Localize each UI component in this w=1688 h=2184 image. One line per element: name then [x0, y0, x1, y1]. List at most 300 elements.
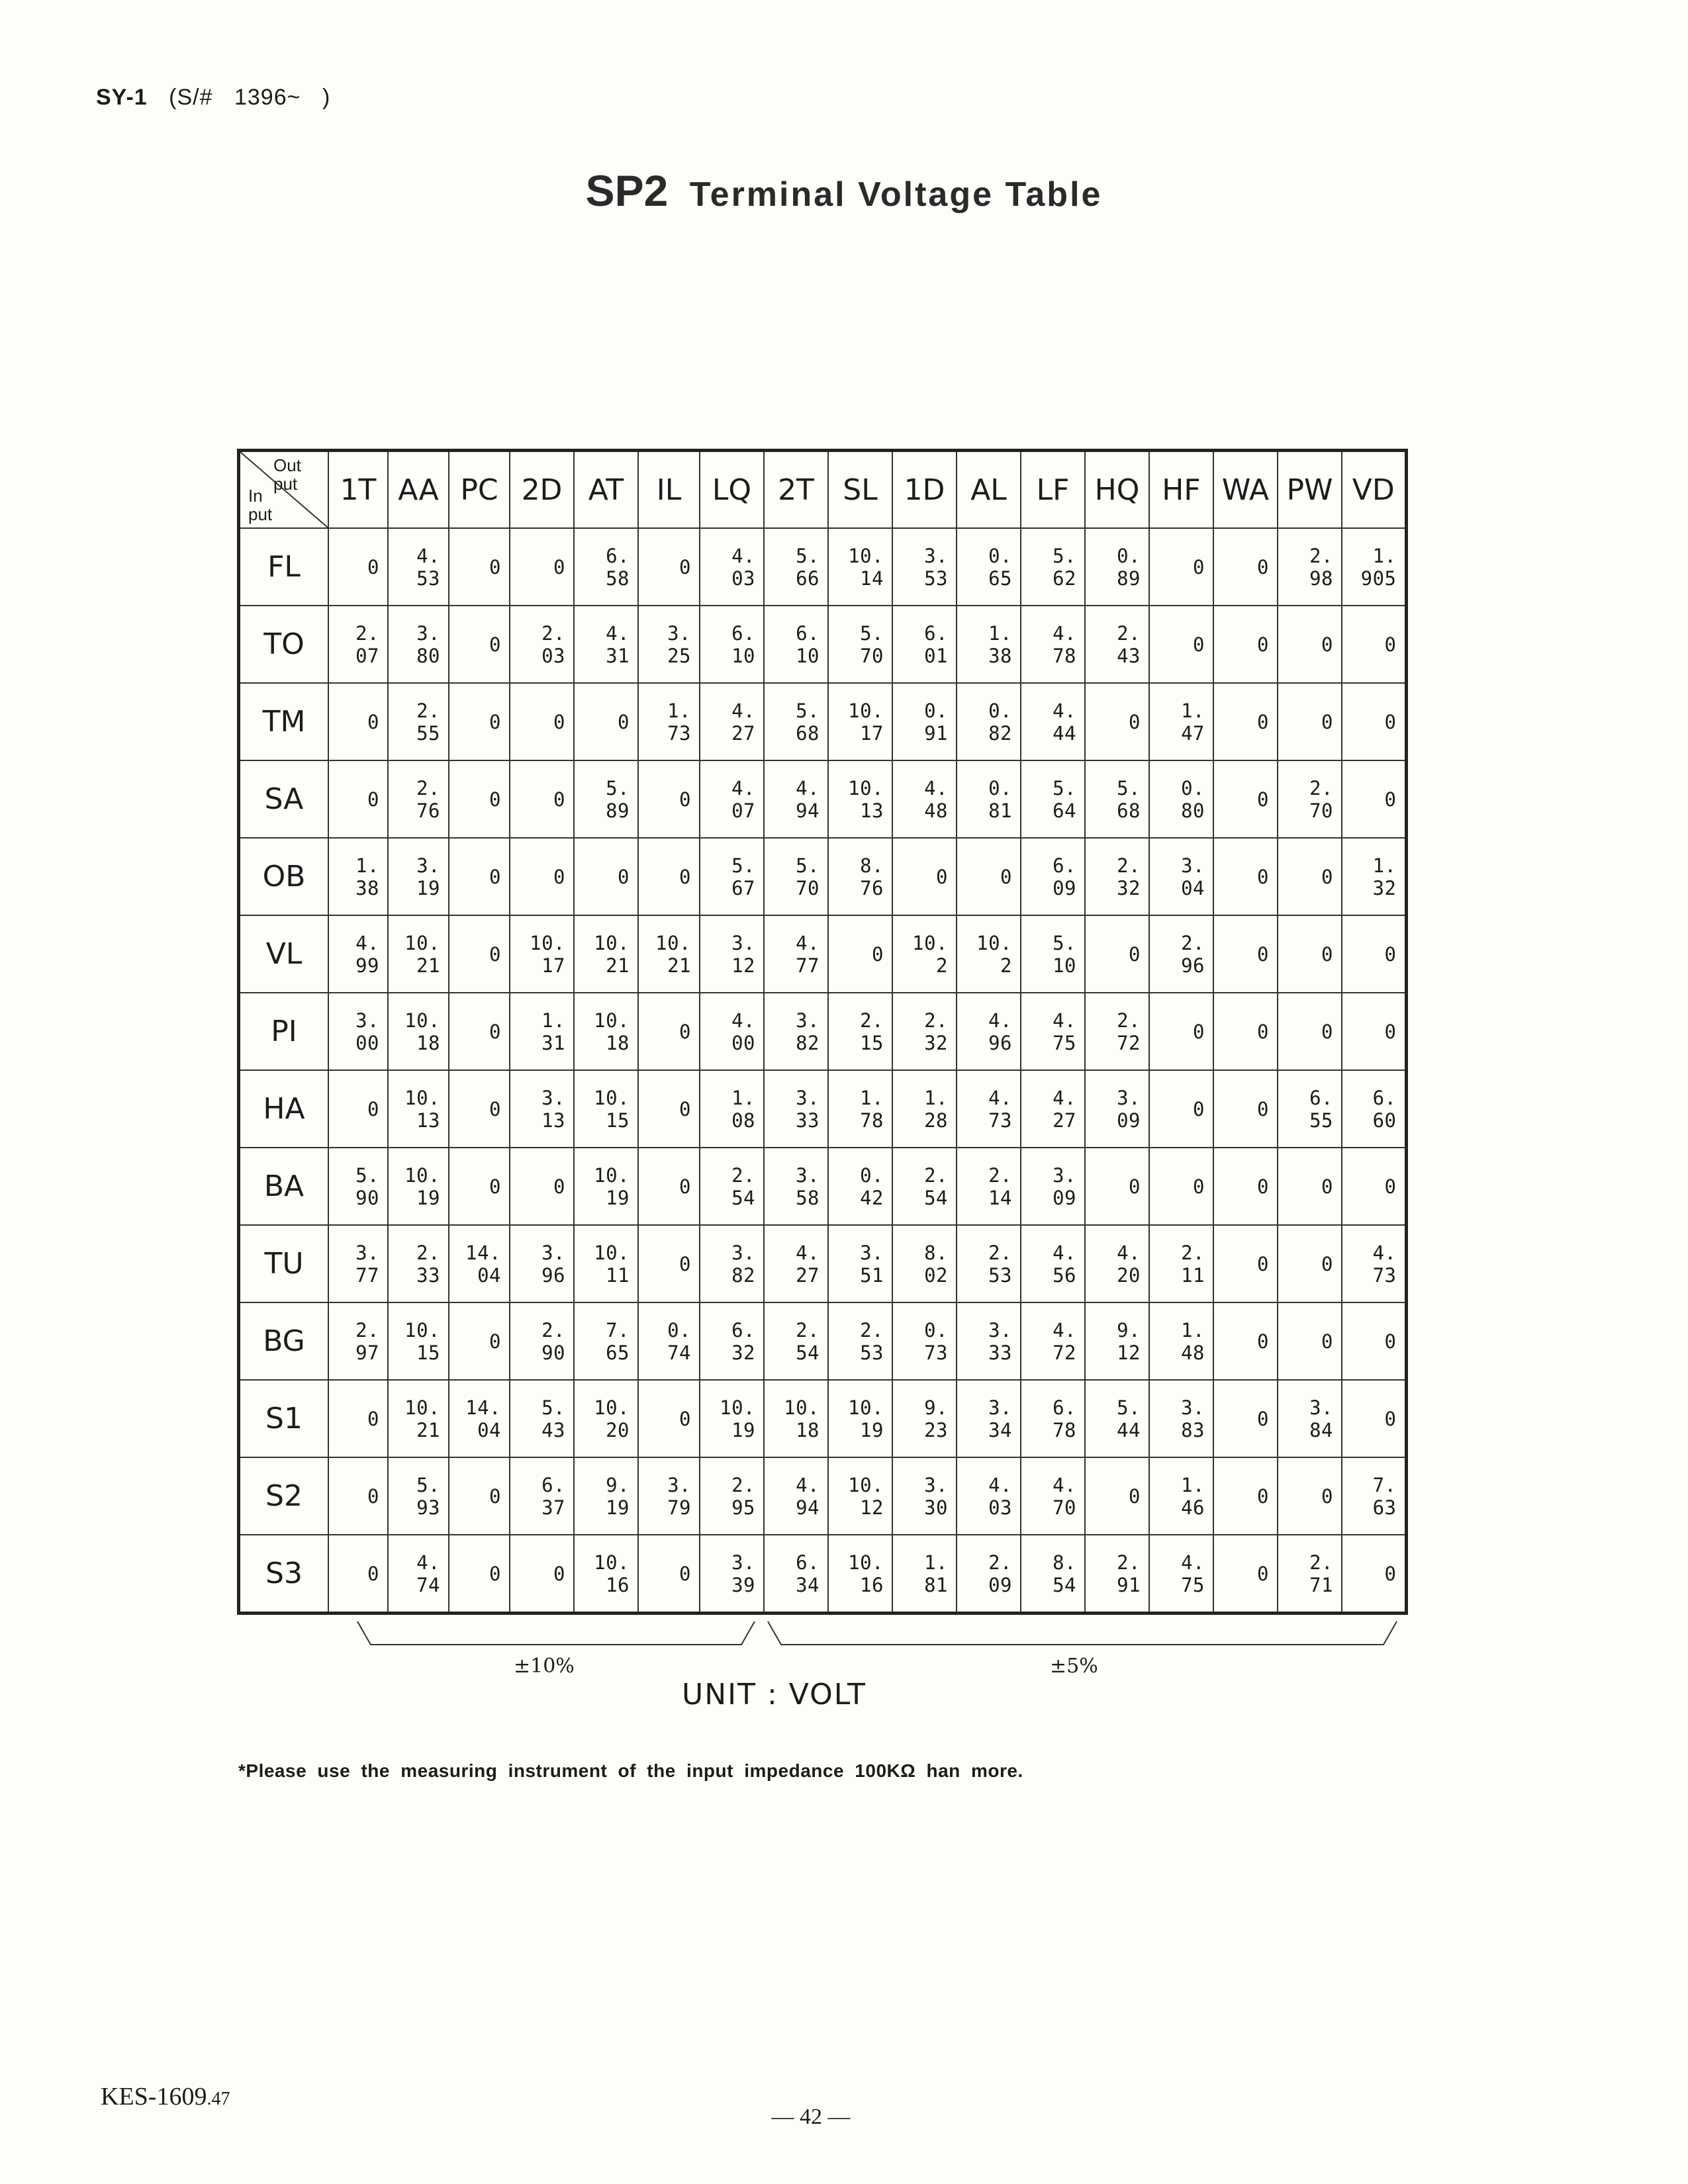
table-cell: 0. 91: [892, 683, 957, 760]
table-cell: 0: [638, 528, 700, 606]
voltage-table: [237, 449, 1408, 1615]
serial-value: 1396~: [234, 85, 301, 110]
table-cell: 0: [449, 1457, 510, 1535]
table-cell: 0: [1278, 838, 1342, 915]
table-cell: 0: [328, 528, 388, 606]
table-cell: 1. 73: [638, 683, 700, 760]
table-cell: 3. 39: [700, 1535, 764, 1614]
table-cell: 1. 48: [1149, 1302, 1213, 1380]
table-cell: 0: [638, 838, 700, 915]
table-cell: 5. 68: [1085, 760, 1149, 838]
table-cell: 2. 32: [892, 993, 957, 1070]
table-cell: 4. 70: [1021, 1457, 1085, 1535]
table-row: [239, 915, 1407, 993]
table-cell: 6. 60: [1342, 1070, 1406, 1148]
table-cell: 3. 84: [1278, 1380, 1342, 1457]
table-cell: 1. 38: [328, 838, 388, 915]
table-cell: 4. 07: [700, 760, 764, 838]
table-cell: 10. 14: [828, 528, 892, 606]
table-cell: 0: [1213, 838, 1278, 915]
table-cell: 10. 19: [828, 1380, 892, 1457]
footer-code-main: KES-1609: [101, 2083, 207, 2111]
row-header: S3: [239, 1535, 329, 1614]
table-cell: 0: [1213, 760, 1278, 838]
table-cell: 1. 46: [1149, 1457, 1213, 1535]
table-cell: 0: [638, 1148, 700, 1225]
table-cell: 3. 34: [957, 1380, 1021, 1457]
table-row: [239, 528, 1407, 606]
table-cell: 0: [638, 1070, 700, 1148]
table-cell: 0: [1149, 1070, 1213, 1148]
table-cell: 0: [638, 1225, 700, 1302]
table-cell: 1. 38: [957, 606, 1021, 683]
table-cell: 0: [638, 993, 700, 1070]
table-cell: 10. 16: [828, 1535, 892, 1614]
table-cell: 10. 16: [574, 1535, 638, 1614]
table-cell: 0: [510, 1535, 574, 1614]
table-cell: 0. 74: [638, 1302, 700, 1380]
table-cell: 8. 76: [828, 838, 892, 915]
table-cell: 5. 93: [388, 1457, 449, 1535]
table-cell: 10. 13: [828, 760, 892, 838]
table-cell: 10. 18: [574, 993, 638, 1070]
table-cell: 0: [1342, 915, 1406, 993]
table-cell: 0: [1278, 1457, 1342, 1535]
table-cell: 7. 65: [574, 1302, 638, 1380]
table-cell: 10. 2: [957, 915, 1021, 993]
table-cell: 4. 27: [700, 683, 764, 760]
row-header: S2: [239, 1457, 329, 1535]
table-cell: 2. 72: [1085, 993, 1149, 1070]
table-cell: 3. 33: [957, 1302, 1021, 1380]
table-cell: 0: [1278, 993, 1342, 1070]
table-cell: 6. 10: [764, 606, 828, 683]
table-cell: 4. 75: [1149, 1535, 1213, 1614]
table-row: [239, 683, 1407, 760]
table-cell: 10. 15: [388, 1302, 449, 1380]
table-cell: 9. 19: [574, 1457, 638, 1535]
table-cell: 0: [449, 606, 510, 683]
table-cell: 10. 19: [700, 1380, 764, 1457]
table-cell: 4. 48: [892, 760, 957, 838]
table-cell: 0: [638, 1535, 700, 1614]
column-header: IL: [638, 451, 700, 529]
table-cell: 5. 44: [1085, 1380, 1149, 1457]
footer-code-suffix: .47: [207, 2089, 230, 2109]
table-cell: 3. 53: [892, 528, 957, 606]
title-prefix: SP2: [585, 166, 669, 215]
table-cell: 0: [1213, 683, 1278, 760]
table-cell: 3. 80: [388, 606, 449, 683]
table-cell: 2. 98: [1278, 528, 1342, 606]
table-cell: 0: [1278, 1302, 1342, 1380]
table-body: [239, 528, 1407, 1614]
table-cell: 0: [1342, 1380, 1406, 1457]
table-cell: 10. 13: [388, 1070, 449, 1148]
table-cell: 0: [328, 1380, 388, 1457]
column-header: HQ: [1085, 451, 1149, 529]
table-cell: 0: [1278, 915, 1342, 993]
table-cell: 0: [1278, 606, 1342, 683]
column-header: AA: [388, 451, 449, 529]
table-cell: 5. 67: [700, 838, 764, 915]
column-header: SL: [828, 451, 892, 529]
table-cell: 14. 04: [449, 1380, 510, 1457]
table-cell: 9. 12: [1085, 1302, 1149, 1380]
table-cell: 4. 56: [1021, 1225, 1085, 1302]
table-row: [239, 1535, 1407, 1614]
table-cell: 2. 71: [1278, 1535, 1342, 1614]
table-cell: 1. 32: [1342, 838, 1406, 915]
table-cell: 0: [1342, 1148, 1406, 1225]
table-cell: 0: [449, 760, 510, 838]
table-cell: 0: [1213, 1380, 1278, 1457]
table-cell: 0: [1213, 528, 1278, 606]
table-cell: 5. 43: [510, 1380, 574, 1457]
unit-label: UNIT : VOLT: [682, 1678, 867, 1711]
table-cell: 4. 94: [764, 760, 828, 838]
table-cell: 1. 08: [700, 1070, 764, 1148]
table-cell: 4. 96: [957, 993, 1021, 1070]
table-cell: 2. 90: [510, 1302, 574, 1380]
table-row: [239, 1070, 1407, 1148]
table-cell: 10. 15: [574, 1070, 638, 1148]
table-cell: 0: [1342, 606, 1406, 683]
table-cell: 0: [449, 1070, 510, 1148]
table-cell: 0: [1213, 1148, 1278, 1225]
table-cell: 0: [449, 993, 510, 1070]
table-cell: 2. 43: [1085, 606, 1149, 683]
table-cell: 10. 21: [638, 915, 700, 993]
table-cell: 2. 53: [957, 1225, 1021, 1302]
table-cell: 0: [510, 528, 574, 606]
table-cell: 3. 12: [700, 915, 764, 993]
table-cell: 3. 09: [1085, 1070, 1149, 1148]
table-cell: 0: [1342, 993, 1406, 1070]
table-cell: 0: [510, 1148, 574, 1225]
table-cell: 0: [1213, 1535, 1278, 1614]
row-header: FL: [239, 528, 329, 606]
table-cell: 10. 20: [574, 1380, 638, 1457]
table-cell: 3. 09: [1021, 1148, 1085, 1225]
table-cell: 0: [1278, 1225, 1342, 1302]
table-cell: 0: [328, 683, 388, 760]
table-cell: 0: [1278, 683, 1342, 760]
table-row: [239, 1225, 1407, 1302]
table-cell: 3. 30: [892, 1457, 957, 1535]
table-cell: 2. 91: [1085, 1535, 1149, 1614]
table-cell: 2. 07: [328, 606, 388, 683]
column-header: LF: [1021, 451, 1085, 529]
table-cell: 0: [1213, 915, 1278, 993]
table-cell: 2. 76: [388, 760, 449, 838]
table-cell: 10. 19: [388, 1148, 449, 1225]
table-cell: 0: [574, 683, 638, 760]
table-cell: 0: [1085, 683, 1149, 760]
row-header: BA: [239, 1148, 329, 1225]
table-cell: 4. 99: [328, 915, 388, 993]
table-cell: 0: [828, 915, 892, 993]
table-cell: 3. 82: [764, 993, 828, 1070]
table-cell: 10. 17: [828, 683, 892, 760]
table-cell: 0. 81: [957, 760, 1021, 838]
table-cell: 1. 28: [892, 1070, 957, 1148]
table-cell: 1. 31: [510, 993, 574, 1070]
table-cell: 2. 15: [828, 993, 892, 1070]
table-cell: 0: [1342, 760, 1406, 838]
table-cell: 6. 32: [700, 1302, 764, 1380]
column-header: 1D: [892, 451, 957, 529]
table-row: [239, 838, 1407, 915]
column-header: PC: [449, 451, 510, 529]
table-cell: 1. 905: [1342, 528, 1406, 606]
table-cell: 10. 17: [510, 915, 574, 993]
table-cell: 1. 47: [1149, 683, 1213, 760]
table-cell: 0: [449, 1302, 510, 1380]
table-cell: 8. 02: [892, 1225, 957, 1302]
table-cell: 9. 23: [892, 1380, 957, 1457]
table-cell: 2. 54: [700, 1148, 764, 1225]
table-cell: 2. 55: [388, 683, 449, 760]
row-header: OB: [239, 838, 329, 915]
table-cell: 0: [1342, 1302, 1406, 1380]
table-cell: 0: [892, 838, 957, 915]
table-cell: 6. 10: [700, 606, 764, 683]
table-cell: 2. 54: [764, 1302, 828, 1380]
table-cell: 0: [1213, 1302, 1278, 1380]
table-cell: 10. 18: [388, 993, 449, 1070]
page-number: — 42 —: [771, 2105, 851, 2129]
table-cell: 4. 27: [1021, 1070, 1085, 1148]
table-cell: 5. 66: [764, 528, 828, 606]
table-row: [239, 1302, 1407, 1380]
table-cell: 0. 42: [828, 1148, 892, 1225]
row-header: PI: [239, 993, 329, 1070]
table-cell: 5. 70: [764, 838, 828, 915]
tolerance-left-label: ±10%: [510, 1655, 579, 1678]
table-cell: 4. 72: [1021, 1302, 1085, 1380]
row-header: VL: [239, 915, 329, 993]
table-cell: 3. 33: [764, 1070, 828, 1148]
table-cell: 2. 96: [1149, 915, 1213, 993]
row-header: TO: [239, 606, 329, 683]
table-cell: 10. 21: [574, 915, 638, 993]
corner-output-label: Out put: [273, 455, 301, 494]
table-cell: 10. 12: [828, 1457, 892, 1535]
table-cell: 5. 64: [1021, 760, 1085, 838]
table-cell: 4. 53: [388, 528, 449, 606]
table-cell: 0: [574, 838, 638, 915]
table-cell: 10. 18: [764, 1380, 828, 1457]
table-cell: 0: [328, 1457, 388, 1535]
table-cell: 3. 58: [764, 1148, 828, 1225]
column-header: 2D: [510, 451, 574, 529]
table-cell: 0: [957, 838, 1021, 915]
table-cell: 6. 09: [1021, 838, 1085, 915]
table-cell: 0: [1085, 1148, 1149, 1225]
table-cell: 10. 2: [892, 915, 957, 993]
table-cell: 3. 79: [638, 1457, 700, 1535]
table-cell: 4. 78: [1021, 606, 1085, 683]
model-code: SY-1: [96, 85, 148, 110]
serial-label: (S/#: [169, 85, 213, 110]
table-row: [239, 606, 1407, 683]
table-cell: 0. 82: [957, 683, 1021, 760]
table-cell: 0: [1342, 683, 1406, 760]
table-cell: 3. 19: [388, 838, 449, 915]
column-header-row: [239, 451, 1407, 529]
table-cell: 6. 34: [764, 1535, 828, 1614]
table-cell: 2. 14: [957, 1148, 1021, 1225]
table-cell: 0: [449, 838, 510, 915]
table-cell: 7. 63: [1342, 1457, 1406, 1535]
table-cell: 2. 97: [328, 1302, 388, 1380]
table-cell: 0: [1213, 993, 1278, 1070]
table-cell: 4. 74: [388, 1535, 449, 1614]
tolerance-right-label: ±5%: [1046, 1655, 1102, 1678]
table-cell: 0: [449, 1148, 510, 1225]
table-row: [239, 1148, 1407, 1225]
table-cell: 6. 37: [510, 1457, 574, 1535]
table-row: [239, 760, 1407, 838]
table-cell: 3. 96: [510, 1225, 574, 1302]
tolerance-brackets: [0, 1615, 1688, 1668]
table-cell: 5. 89: [574, 760, 638, 838]
table-cell: 4. 20: [1085, 1225, 1149, 1302]
table-cell: 2. 11: [1149, 1225, 1213, 1302]
row-header: TU: [239, 1225, 329, 1302]
title-text: Terminal Voltage Table: [689, 175, 1103, 214]
table-cell: 10. 21: [388, 1380, 449, 1457]
row-header: HA: [239, 1070, 329, 1148]
table-cell: 2. 32: [1085, 838, 1149, 915]
table-cell: 10. 21: [388, 915, 449, 993]
table-cell: 0: [328, 760, 388, 838]
column-header: HF: [1149, 451, 1213, 529]
table-cell: 0: [1213, 1070, 1278, 1148]
table-cell: 14. 04: [449, 1225, 510, 1302]
page-title: [0, 165, 1688, 216]
table-cell: 2. 03: [510, 606, 574, 683]
table-cell: 2. 09: [957, 1535, 1021, 1614]
table-cell: 0. 89: [1085, 528, 1149, 606]
table-cell: 4. 03: [700, 528, 764, 606]
table-cell: 0: [1213, 606, 1278, 683]
footnote: *Please use the measuring instrument of the input impedance 100KΩ han more.: [238, 1760, 1023, 1781]
table-cell: 4. 44: [1021, 683, 1085, 760]
table-cell: 0: [1085, 915, 1149, 993]
table-cell: 0: [1342, 1535, 1406, 1614]
table-row: [239, 1380, 1407, 1457]
table-cell: 0: [449, 1535, 510, 1614]
table-cell: 0: [510, 683, 574, 760]
table-cell: 0: [1278, 1148, 1342, 1225]
table-cell: 5. 68: [764, 683, 828, 760]
table-cell: 4. 75: [1021, 993, 1085, 1070]
table-cell: 5. 10: [1021, 915, 1085, 993]
table-cell: 0: [638, 760, 700, 838]
table-cell: 2. 53: [828, 1302, 892, 1380]
table-cell: 3. 04: [1149, 838, 1213, 915]
table-cell: 2. 54: [892, 1148, 957, 1225]
column-header: AL: [957, 451, 1021, 529]
row-header: SA: [239, 760, 329, 838]
column-header: VD: [1342, 451, 1406, 529]
table-cell: 0: [510, 760, 574, 838]
table-cell: 0. 65: [957, 528, 1021, 606]
table-row: [239, 1457, 1407, 1535]
column-header: WA: [1213, 451, 1278, 529]
table-cell: 5. 70: [828, 606, 892, 683]
table-cell: 0: [1085, 1457, 1149, 1535]
table-cell: 2. 95: [700, 1457, 764, 1535]
corner-header: [239, 451, 329, 529]
table-cell: 6. 01: [892, 606, 957, 683]
table-cell: 0: [1213, 1457, 1278, 1535]
row-header: TM: [239, 683, 329, 760]
table-cell: 4. 03: [957, 1457, 1021, 1535]
table-cell: 3. 13: [510, 1070, 574, 1148]
table-cell: 1. 81: [892, 1535, 957, 1614]
table-cell: 4. 27: [764, 1225, 828, 1302]
table-cell: 0. 73: [892, 1302, 957, 1380]
table-cell: 3. 51: [828, 1225, 892, 1302]
table-cell: 0. 80: [1149, 760, 1213, 838]
table-cell: 6. 78: [1021, 1380, 1085, 1457]
table-cell: 0: [328, 1535, 388, 1614]
table-cell: 3. 77: [328, 1225, 388, 1302]
column-header: 2T: [764, 451, 828, 529]
table-cell: 3. 00: [328, 993, 388, 1070]
table-cell: 0: [1149, 993, 1213, 1070]
table-cell: 1. 78: [828, 1070, 892, 1148]
table-cell: 2. 70: [1278, 760, 1342, 838]
table-cell: 4. 00: [700, 993, 764, 1070]
serial-close: ): [322, 85, 331, 110]
table-cell: 5. 90: [328, 1148, 388, 1225]
table-cell: 4. 31: [574, 606, 638, 683]
table-cell: 4. 77: [764, 915, 828, 993]
table-cell: 0: [1149, 528, 1213, 606]
table-cell: 2. 33: [388, 1225, 449, 1302]
table-cell: 10. 19: [574, 1148, 638, 1225]
table-cell: 0: [1213, 1225, 1278, 1302]
table-cell: 0: [510, 838, 574, 915]
row-header: BG: [239, 1302, 329, 1380]
table-cell: 3. 83: [1149, 1380, 1213, 1457]
table-cell: 4. 94: [764, 1457, 828, 1535]
table-cell: 4. 73: [957, 1070, 1021, 1148]
table-cell: 3. 25: [638, 606, 700, 683]
table-cell: 0: [638, 1380, 700, 1457]
column-header: PW: [1278, 451, 1342, 529]
table-cell: 5. 62: [1021, 528, 1085, 606]
column-header: 1T: [328, 451, 388, 529]
column-header: AT: [574, 451, 638, 529]
table-cell: 0: [449, 683, 510, 760]
table-cell: 3. 82: [700, 1225, 764, 1302]
table-cell: 10. 11: [574, 1225, 638, 1302]
table-cell: 0: [328, 1070, 388, 1148]
column-header: LQ: [700, 451, 764, 529]
table-cell: 0: [449, 915, 510, 993]
row-header: S1: [239, 1380, 329, 1457]
table-cell: 0: [1149, 606, 1213, 683]
table-cell: 0: [449, 528, 510, 606]
table-cell: 4. 73: [1342, 1225, 1406, 1302]
document-reference: [96, 85, 345, 111]
table-cell: 6. 58: [574, 528, 638, 606]
